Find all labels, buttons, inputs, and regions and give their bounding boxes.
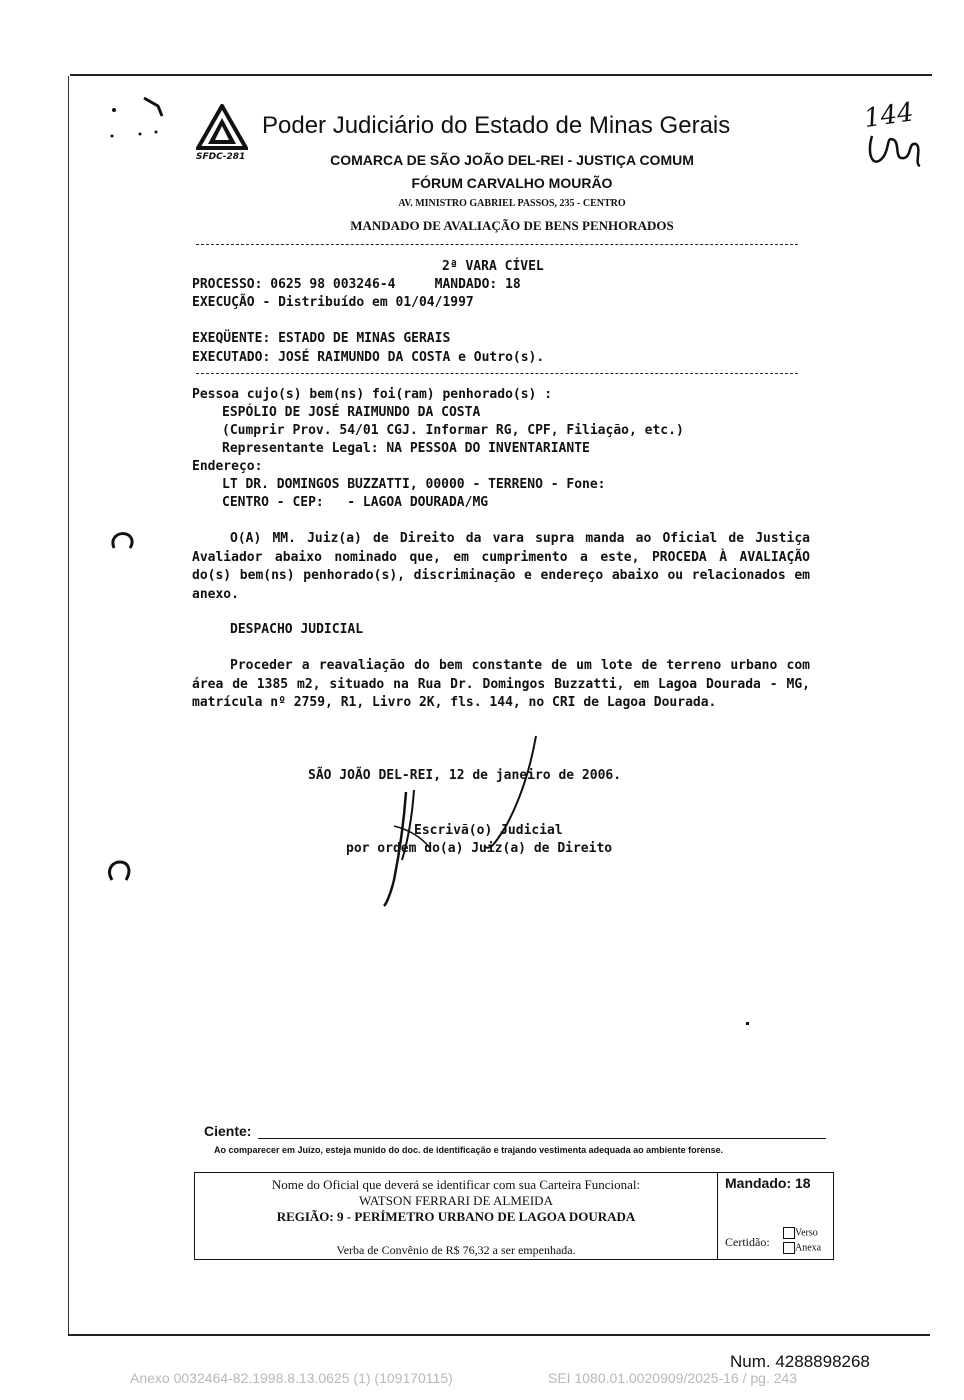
- separator-2: [196, 373, 798, 374]
- mandate-paragraph: O(A) MM. Juiz(a) de Direito da vara supra manda ao Oficial de Justiça Avaliador abaixo nominado que, em cumprimento a este, PROCEDA À AVALIAÇÃO do(s) bem(ns) penhorado(s), discriminação e endereço abaixo ou relacionados em anexo.: [192, 531, 810, 602]
- execucao-line: EXECUÇÃO - Distribuído em 01/04/1997: [192, 295, 474, 310]
- verso-checkbox[interactable]: [783, 1227, 795, 1239]
- page-bottom-border: [68, 1334, 930, 1336]
- endereco-label: Endereço:: [192, 459, 263, 474]
- certidao-anexa-option[interactable]: [783, 1242, 821, 1254]
- box-divider: [717, 1173, 718, 1259]
- date-line: SÃO JOÃO DEL-REI, 12 de janeiro de 2006.: [308, 768, 622, 783]
- verba-line: Verba de Convênio de R$ 76,32 a ser empenhada.: [336, 1243, 576, 1257]
- document-type: MANDADO DE AVALIAÇÃO DE BENS PENHORADOS: [350, 218, 674, 233]
- pessoa-intro: Pessoa cujo(s) bem(ns) foi(ram) penhorado(s) :: [192, 387, 553, 402]
- page-left-border: [68, 76, 69, 1336]
- signature-line-2: por ordem do(a) Juiz(a) de Direito: [346, 841, 613, 856]
- certidao-verso-option[interactable]: [783, 1227, 818, 1239]
- certidao-label: Certidão:: [725, 1235, 770, 1249]
- page-title: Poder Judiciário do Estado de Minas Gerais: [262, 112, 731, 139]
- endereco-line-1: LT DR. DOMINGOS BUZZATTI, 00000 - TERRENO - Fone:: [222, 477, 606, 492]
- sei-reference: SEI 1080.01.0020909/2025-16 / pg. 243: [548, 1370, 798, 1386]
- oficial-box: [194, 1172, 834, 1260]
- document-number: Num. 4288898268: [730, 1352, 870, 1371]
- mandado-number: Mandado: 18: [725, 1175, 811, 1191]
- pessoa-name: ESPÓLIO DE JOSÉ RAIMUNDO DA COSTA: [222, 405, 481, 420]
- endereco-line-2: CENTRO - CEP: - LAGOA DOURADA/MG: [222, 495, 489, 510]
- forum-line: FÓRUM CARVALHO MOURÃO: [411, 175, 613, 191]
- anexa-checkbox[interactable]: [783, 1242, 795, 1254]
- punch-hole-mark-bottom: [104, 858, 134, 884]
- coat-of-arms-logo: [196, 104, 248, 152]
- anexo-reference: Anexo 0032464-82.1998.8.13.0625 (1) (109170115): [130, 1370, 453, 1386]
- executado-line: EXECUTADO: JOSÉ RAIMUNDO DA COSTA e Outro(s).: [192, 350, 545, 365]
- ciente-label: Ciente:: [204, 1123, 252, 1139]
- oficial-label: Nome do Oficial que deverá se identificar com sua Carteira Funcional:: [271, 1177, 641, 1192]
- separator-1: [196, 244, 798, 245]
- court-notice: Ao comparecer em Juízo, esteja munido do doc. de identificação e trajando vestimenta adequada ao ambiente forense.: [214, 1145, 724, 1155]
- anexa-label: Anexa: [795, 1242, 822, 1254]
- scan-marks: [100, 90, 180, 160]
- processo-line: PROCESSO: 0625 98 003246-4 MANDADO: 18: [192, 277, 521, 292]
- logo-code: SFDC-281: [196, 152, 246, 162]
- representante-line: Representante Legal: NA PESSOA DO INVENTARIANTE: [222, 441, 590, 456]
- scan-dot: [746, 1022, 749, 1025]
- vara-line: 2ª VARA CÍVEL: [442, 259, 544, 274]
- page-top-border: [70, 74, 932, 76]
- punch-hole-mark-top: [108, 528, 138, 554]
- handwritten-page-number: 144: [864, 100, 924, 180]
- exequente-line: EXEQÜENTE: ESTADO DE MINAS GERAIS: [192, 331, 451, 346]
- oficial-name: WATSON FERRARI DE ALMEIDA: [359, 1193, 553, 1208]
- regiao-line: REGIÃO: 9 - PERÍMETRO URBANO DE LAGOA DOURADA: [276, 1209, 636, 1224]
- address-line: AV. MINISTRO GABRIEL PASSOS, 235 - CENTRO: [398, 198, 626, 209]
- despacho-title: DESPACHO JUDICIAL: [230, 622, 364, 637]
- signature-line-1: Escrivã(o) Judicial: [414, 823, 563, 838]
- verso-label: Verso: [795, 1227, 818, 1239]
- comarca-line: COMARCA DE SÃO JOÃO DEL-REI - JUSTIÇA COMUM: [330, 152, 694, 168]
- despacho-text: Proceder a reavaliação do bem constante de um lote de terreno urbano com área de 1385 m2, situado na Rua Dr. Domingos Buzzatti, em Lagoa Dourada - MG, matrícula nº 2759, R1, Livro 2K, fls. 144, no CRI de Lagoa Dourada.: [192, 658, 810, 710]
- cumprir-instruction: (Cumprir Prov. 54/01 CGJ. Informar RG, CPF, Filiação, etc.): [222, 423, 684, 438]
- handwritten-signature: [370, 730, 560, 910]
- handwritten-initials: [864, 126, 924, 176]
- ciente-signature-line: [258, 1138, 826, 1139]
